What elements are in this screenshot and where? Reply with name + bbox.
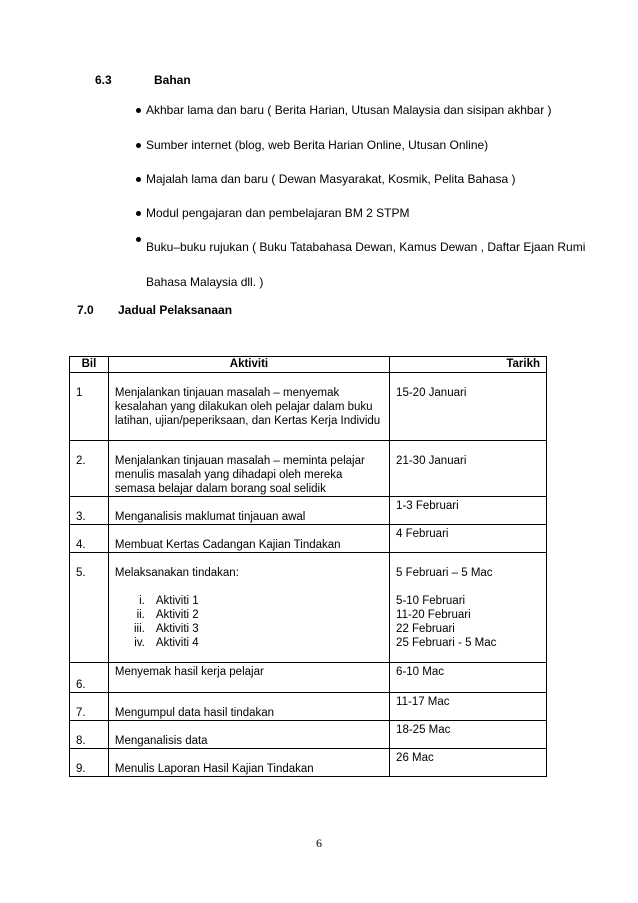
bahan-list <box>118 101 588 300</box>
section-7-0-title: Jadual Pelaksanaan <box>118 303 233 317</box>
list-item: Buku–buku rujukan ( Buku Tatabahasa Dewan, Kamus Dewan , Daftar Ejaan Rumi Bahasa Malaysia dll. ) <box>118 230 588 300</box>
cell-aktiviti: Menganalisis maklumat tinjauan awal <box>108 497 389 525</box>
cell-aktiviti: Menyemak hasil kerja pelajar <box>108 663 389 693</box>
header-aktiviti: Aktiviti <box>108 357 389 373</box>
list-item: ii. Aktiviti 2 <box>136 609 199 621</box>
cell-tarikh: 5 Februari – 5 Mac <box>396 567 493 579</box>
cell-aktiviti: Mengumpul data hasil tindakan <box>108 693 389 721</box>
table-row <box>70 693 547 721</box>
bullet-icon <box>136 143 141 148</box>
bullet-icon <box>136 237 141 242</box>
table-row <box>70 441 547 497</box>
cell-aktiviti: Menulis Laporan Hasil Kajian Tindakan <box>108 749 389 777</box>
cell-bil: 4. <box>70 525 109 553</box>
cell-bil: 7. <box>70 693 109 721</box>
table-row <box>70 525 547 553</box>
cell-tarikh: 11-17 Mac <box>390 693 547 721</box>
cell-bil: 6. <box>70 663 109 693</box>
cell-bil: 3. <box>70 497 109 525</box>
sub-tarikh: 5-10 Februari <box>396 595 466 607</box>
cell-aktiviti: Melaksanakan tindakan: <box>114 567 239 579</box>
list-item: Sumber internet (blog, web Berita Harian Online, Utusan Online) <box>118 136 588 154</box>
cell-bil: 2. <box>70 441 109 497</box>
table-row <box>70 663 547 693</box>
cell-bil: 1 <box>70 373 109 441</box>
cell-aktiviti: Menganalisis data <box>108 721 389 749</box>
cell-tarikh: 6-10 Mac <box>390 663 547 693</box>
table-row <box>70 721 547 749</box>
sub-tarikh: 25 Februari - 5 Mac <box>396 637 497 649</box>
cell-tarikh: 21-30 Januari <box>390 441 547 497</box>
table-row <box>70 553 547 663</box>
cell-tarikh: 1-3 Februari <box>390 497 547 525</box>
table-row <box>70 373 547 441</box>
cell-bil: 9. <box>70 749 109 777</box>
cell-bil: 8. <box>70 721 109 749</box>
sub-tarikh: 11-20 Februari <box>396 609 471 621</box>
page-number: 6 <box>316 836 322 850</box>
cell-aktiviti: Membuat Kertas Cadangan Kajian Tindakan <box>108 525 389 553</box>
cell-tarikh: 4 Februari <box>390 525 547 553</box>
schedule-table <box>69 356 547 777</box>
bullet-icon <box>136 177 141 182</box>
list-item: Akhbar lama dan baru ( Berita Harian, Utusan Malaysia dan sisipan akhbar ) <box>118 101 588 119</box>
cell-tarikh: 26 Mac <box>390 749 547 777</box>
bullet-icon <box>136 211 141 216</box>
sub-activity-list <box>115 594 383 650</box>
section-6-3-number: 6.3 <box>95 73 112 87</box>
list-item: iv. Aktiviti 4 <box>134 637 199 649</box>
list-item: Modul pengajaran dan pembelajaran BM 2 STPM <box>118 204 588 222</box>
list-item: Majalah lama dan baru ( Dewan Masyarakat, Kosmik, Pelita Bahasa ) <box>118 170 588 188</box>
header-bil: Bil <box>70 357 109 373</box>
cell-tarikh-group <box>390 553 547 663</box>
table-row <box>70 749 547 777</box>
cell-bil: 5. <box>70 553 109 663</box>
header-tarikh: Tarikh <box>390 357 547 373</box>
table-row <box>70 497 547 525</box>
bullet-icon <box>136 108 141 113</box>
cell-aktiviti-group <box>108 553 389 663</box>
list-item: i. Aktiviti 1 <box>139 595 199 607</box>
cell-aktiviti: Menjalankan tinjauan masalah – menyemak kesalahan yang dilakukan oleh pelajar dalam buku latihan, ujian/peperiksaan, dan Kertas Kerja Individu <box>108 373 389 441</box>
cell-aktiviti: Menjalankan tinjauan masalah – meminta pelajar menulis masalah yang dihadapi oleh mereka semasa belajar dalam borang soal selidik <box>108 441 389 497</box>
sub-tarikh: 22 Februari <box>396 623 455 635</box>
section-7-0-number: 7.0 <box>77 303 94 317</box>
section-6-3-title: Bahan <box>154 73 191 87</box>
cell-tarikh: 18-25 Mac <box>390 721 547 749</box>
list-item: iii. Aktiviti 3 <box>134 623 199 635</box>
cell-tarikh: 15-20 Januari <box>390 373 547 441</box>
table-header-row <box>70 357 547 373</box>
sub-tarikh-list <box>396 594 540 650</box>
